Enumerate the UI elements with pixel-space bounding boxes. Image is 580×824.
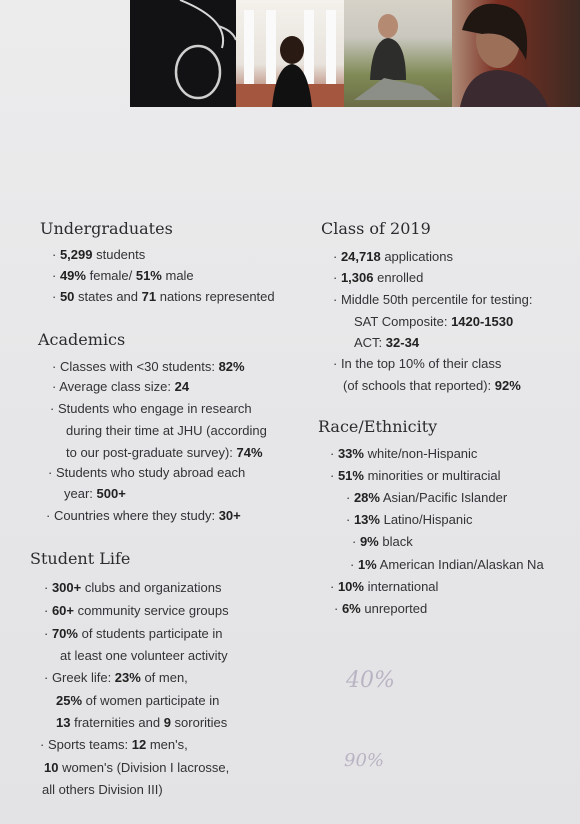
- list-item: 13 fraternities and 9 sororities: [56, 715, 228, 730]
- list-item: · In the top 10% of their class: [333, 356, 502, 371]
- list-item: · Students who study abroad each: [48, 465, 246, 480]
- list-item: · 9% black: [352, 534, 413, 549]
- building-graphic: [236, 0, 344, 107]
- list-item: · 51% minorities or multiracial: [330, 468, 501, 483]
- list-item: · Greek life: 23% of men,: [44, 670, 188, 685]
- list-item: · 6% unreported: [334, 601, 428, 616]
- academics-heading: Academics: [38, 330, 126, 349]
- list-item: · Middle 50th percentile for testing:: [333, 292, 533, 307]
- list-item: · 10% international: [330, 579, 439, 594]
- undergraduates-heading: Undergraduates: [40, 219, 173, 238]
- list-item: · Average class size: 24: [52, 379, 190, 394]
- list-item: all others Division III): [42, 782, 163, 797]
- student-building-photo: [236, 0, 344, 107]
- student-life-heading: Student Life: [30, 549, 131, 568]
- list-item: · 50 states and 71 nations represented: [52, 289, 275, 304]
- list-item: · 33% white/non-Hispanic: [330, 446, 478, 461]
- list-item: · Countries where they study: 30+: [46, 508, 241, 523]
- handwritten-note-90: 90%: [344, 750, 385, 771]
- glasses-photo: [130, 0, 236, 107]
- glasses-icon: [130, 0, 236, 107]
- list-item: at least one volunteer activity: [60, 648, 228, 663]
- list-item: · 28% Asian/Pacific Islander: [346, 490, 508, 505]
- list-item: · 70% of students participate in: [44, 626, 223, 641]
- list-item: SAT Composite: 1420-1530: [354, 314, 514, 329]
- list-item: · Sports teams: 12 men's,: [40, 737, 188, 752]
- list-item: · 49% female/ 51% male: [52, 268, 194, 283]
- list-item: · 300+ clubs and organizations: [44, 580, 222, 595]
- list-item: 25% of women participate in: [56, 693, 220, 708]
- photo-strip: [130, 0, 580, 107]
- list-item: · 24,718 applications: [333, 249, 453, 264]
- list-item: to our post-graduate survey): 74%: [66, 445, 263, 460]
- student-lawn-photo: [344, 0, 452, 107]
- lawn-graphic: [344, 0, 452, 107]
- list-item: ACT: 32-34: [354, 335, 420, 350]
- portrait-graphic: [452, 0, 580, 107]
- list-item: · 13% Latino/Hispanic: [346, 512, 473, 527]
- list-item: (of schools that reported): 92%: [343, 378, 521, 393]
- list-item: · 60+ community service groups: [44, 603, 229, 618]
- handwritten-note-40: 40%: [346, 668, 395, 693]
- list-item: · 1% American Indian/Alaskan Na: [350, 557, 544, 572]
- list-item: · Students who engage in research: [50, 401, 252, 416]
- list-item: · Classes with <30 students: 82%: [52, 359, 245, 374]
- race-ethnicity-heading: Race/Ethnicity: [318, 417, 438, 436]
- list-item: 10 women's (Division I lacrosse,: [44, 760, 230, 775]
- list-item: · 1,306 enrolled: [333, 270, 424, 285]
- list-item: during their time at JHU (according: [66, 423, 267, 438]
- list-item: · 5,299 students: [52, 247, 146, 262]
- student-smiling-photo: [452, 0, 580, 107]
- list-item: year: 500+: [64, 486, 126, 501]
- class-2019-heading: Class of 2019: [321, 219, 431, 238]
